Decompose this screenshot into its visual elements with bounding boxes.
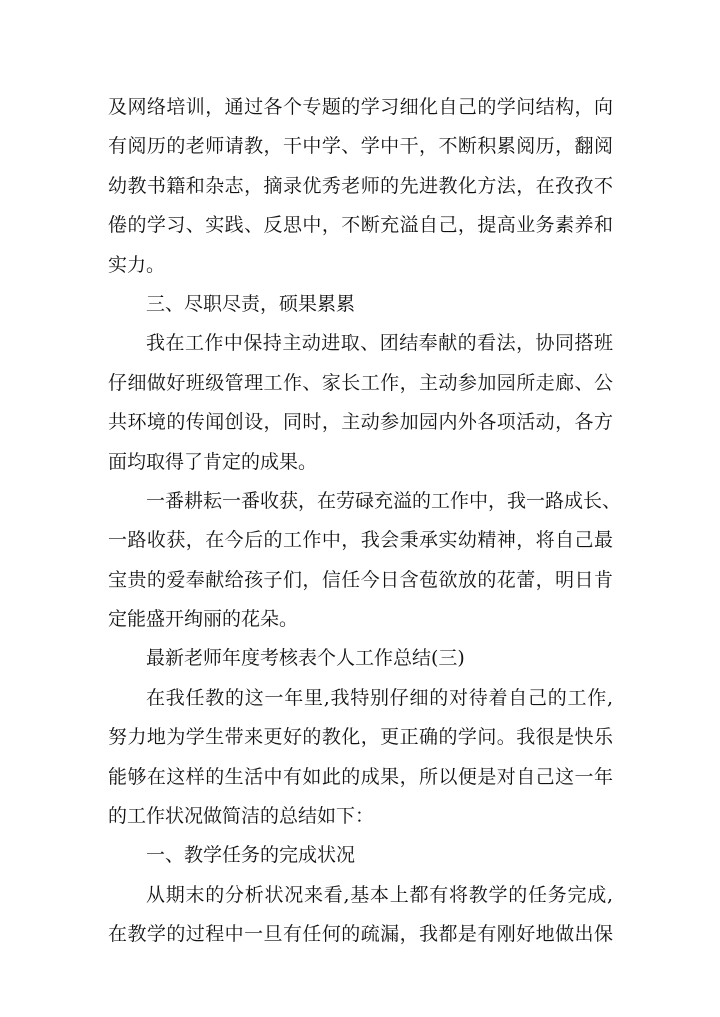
text-line: 及网络培训，通过各个专题的学习细化自己的学问结构，向	[108, 96, 613, 118]
text-line: 能够在这样的生活中有如此的成果，所以便是对自己这一年	[108, 765, 613, 788]
text-line: 有阅历的老师请教，干中学、学中干，不断积累阅历，翻阅	[108, 135, 613, 158]
text-line: 从期末的分析状况来看,基本上都有将教学的任务完成,	[146, 883, 613, 906]
text-line: 三、尽职尽责，硕果累累	[146, 292, 356, 315]
text-line: 面均取得了肯定的成果。	[108, 450, 318, 473]
text-line: 一番耕耘一番收获，在劳碌充溢的工作中，我一路成长、	[146, 489, 622, 512]
text-line: 共环境的传闻创设，同时，主动参加园内外各项活动，各方	[108, 411, 613, 434]
text-line: 定能盛开绚丽的花朵。	[108, 608, 299, 631]
text-line: 最新老师年度考核表个人工作总结(三)	[146, 647, 465, 670]
text-line: 努力地为学生带来更好的教化，更正确的学问。我很是快乐	[108, 726, 613, 749]
text-line: 宝贵的爱奉献给孩子们，信任今日含苞欲放的花蕾，明日肯	[108, 568, 613, 591]
text-line: 一路收获，在今后的工作中，我会秉承实幼精神，将自己最	[108, 529, 613, 552]
text-line: 实力。	[108, 253, 166, 276]
text-line: 的工作状况做简洁的总结如下：	[108, 805, 375, 828]
text-line: 一、教学任务的完成状况	[146, 844, 356, 867]
text-line: 在我任教的这一年里,我特别仔细的对待着自己的工作,	[146, 686, 613, 709]
document-body	[108, 88, 622, 955]
text-line: 在教学的过程中一旦有任何的疏漏，我都是有刚好地做出保	[108, 923, 613, 946]
text-line: 倦的学习、实践、反思中，不断充溢自己，提高业务素养和	[108, 214, 613, 237]
text-line: 我在工作中保持主动进取、团结奉献的看法，协同搭班	[146, 332, 613, 355]
text-line: 仔细做好班级管理工作、家长工作，主动参加园所走廊、公	[108, 371, 613, 394]
text-line: 幼教书籍和杂志，摘录优秀老师的先进教化方法，在孜孜不	[108, 174, 613, 197]
